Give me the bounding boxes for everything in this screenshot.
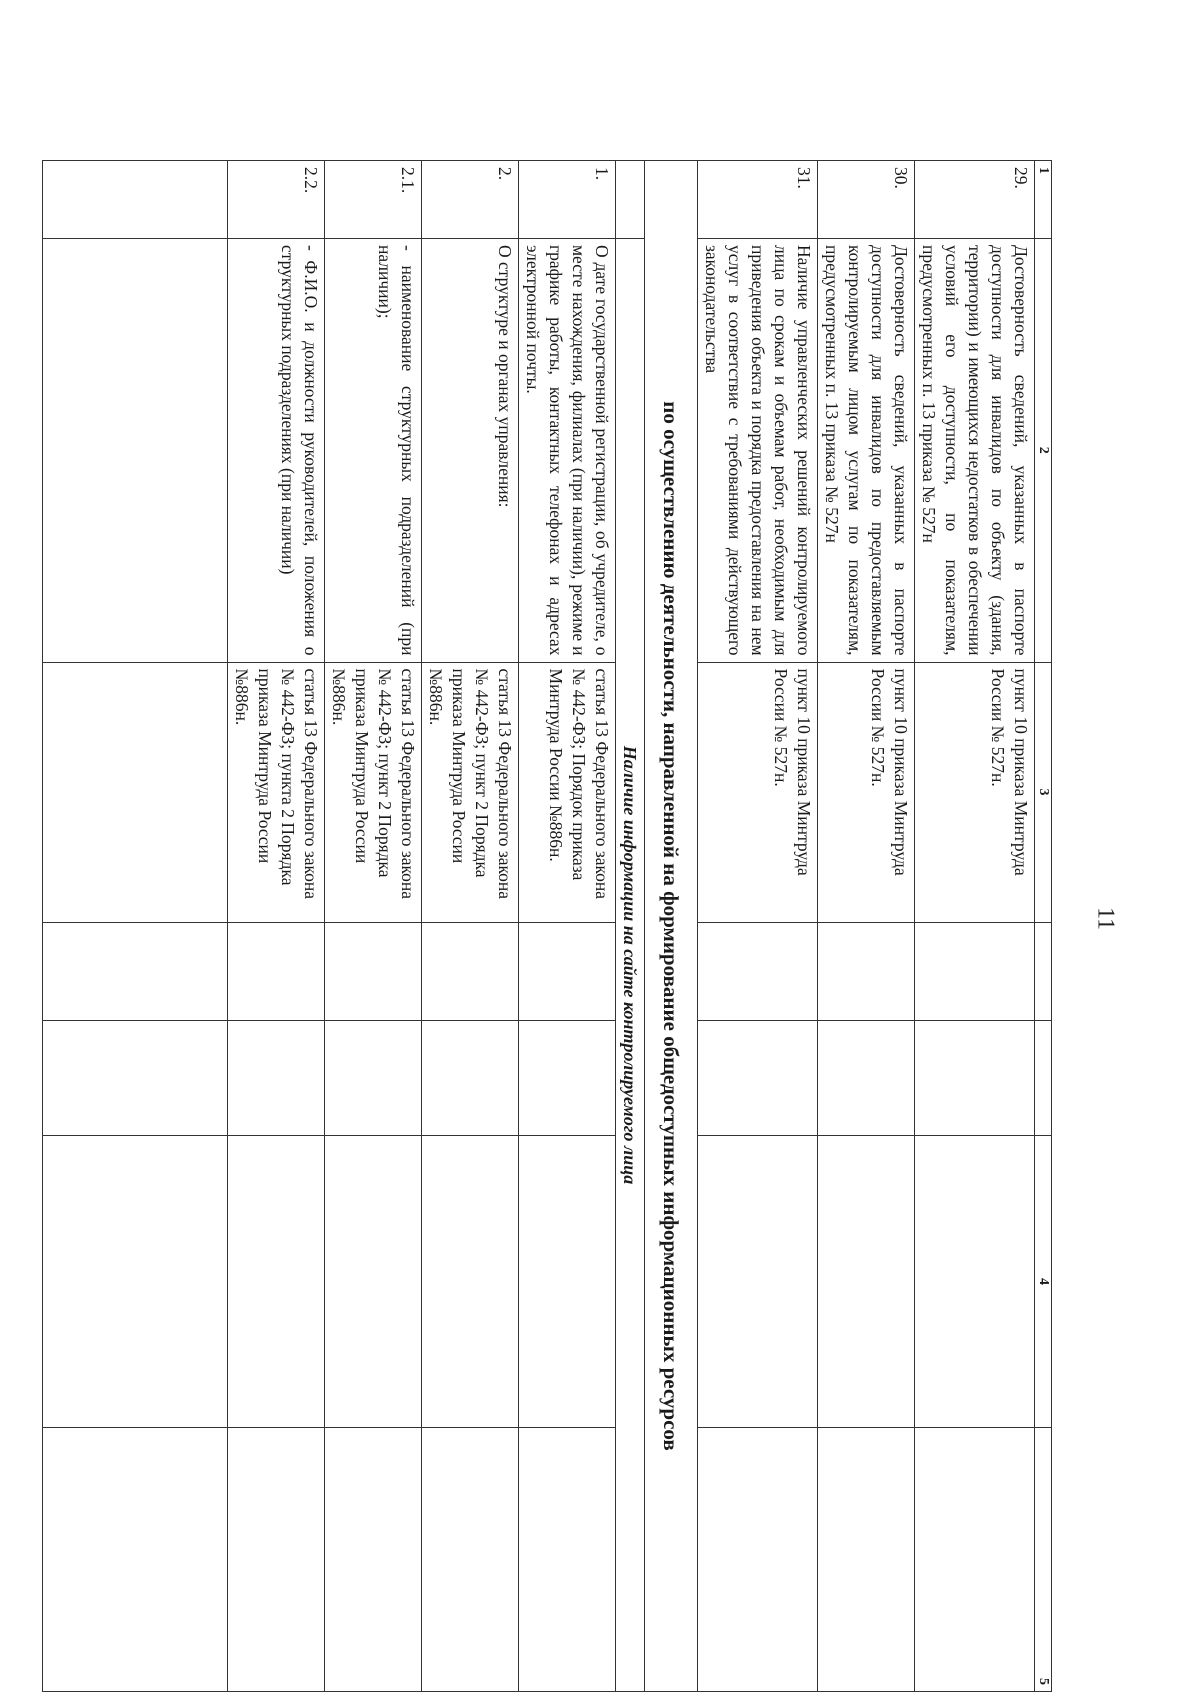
row-description: Достоверность сведений, указанных в паспорте доступности для инвалидов по объекту (здания, территории) и имеющихся недостатков в обеспечении условий его доступности, по показателям, предусмотренных п. 13 приказа № 527н [915, 238, 1035, 662]
row-legal-basis: статья 13 Федерального закона № 442-ФЗ; Порядок приказа Минтруда России №886н. [519, 662, 616, 922]
empty-cell [818, 1427, 915, 1691]
row-number: 31. [698, 161, 818, 239]
empty-cell [43, 161, 228, 239]
empty-cell [818, 1135, 915, 1427]
header-col-4a [1035, 922, 1052, 1020]
row-legal-basis: пункт 10 приказа Минтруда России № 527н. [818, 662, 915, 922]
header-col-1: 1 [1035, 161, 1052, 239]
empty-cell [325, 1020, 422, 1135]
row-number: 29. [915, 161, 1035, 239]
empty-cell [698, 1020, 818, 1135]
empty-cell [43, 1135, 228, 1427]
table-row [519, 161, 616, 1692]
empty-cell [519, 1427, 616, 1691]
row-description: Наличие управленческих решений контролируемого лица по срокам и объемам работ, необходимым для приведения объекта и порядка предоставления на нем услуг в соответствие с требованиями действующего законодательства [698, 238, 818, 662]
empty-cell [698, 1427, 818, 1691]
empty-cell [519, 1020, 616, 1135]
table-row [915, 161, 1035, 1692]
table-row [698, 161, 818, 1692]
header-col-4: 4 [1035, 1135, 1052, 1427]
row-description: Достоверность сведений, указанных в паспорте доступности для инвалидов по предоставляемым контролируемым лицом услугам по показателям, предусмотренных п. 13 приказа № 527н [818, 238, 915, 662]
header-col-3: 3 [1035, 662, 1052, 922]
row-number: 2.1. [325, 161, 422, 239]
empty-cell [325, 1427, 422, 1691]
empty-cell [228, 1427, 325, 1691]
table-row [422, 161, 519, 1692]
empty-cell [915, 1427, 1035, 1691]
row-description: - Ф.И.О. и должности руководителей, положения о структурных подразделениях (при наличии) [228, 238, 325, 662]
empty-cell [915, 1020, 1035, 1135]
empty-cell [228, 1135, 325, 1427]
row-description: - наименование структурных подразделений (при наличии); [325, 238, 422, 662]
row-legal-basis: пункт 10 приказа Минтруда России № 527н. [915, 662, 1035, 922]
header-col-4b [1035, 1020, 1052, 1135]
page-number: 11 [1092, 906, 1119, 931]
empty-cell [616, 161, 645, 239]
empty-cell [43, 1020, 228, 1135]
row-number: 1. [519, 161, 616, 239]
empty-cell [698, 922, 818, 1020]
header-col-5: 5 [1035, 1427, 1052, 1691]
table-row-empty [43, 161, 228, 1692]
empty-cell [43, 662, 228, 922]
empty-cell [325, 1135, 422, 1427]
row-legal-basis: статья 13 Федерального закона № 442-ФЗ; пункта 2 Порядка приказа Минтруда России №886н. [228, 662, 325, 922]
section-title-row [645, 161, 698, 1692]
empty-cell [519, 922, 616, 1020]
empty-cell [915, 1135, 1035, 1427]
row-legal-basis: статья 13 Федерального закона № 442-ФЗ; пункт 2 Порядка приказа Минтруда России №886н. [325, 662, 422, 922]
header-col-2: 2 [1035, 238, 1052, 662]
empty-cell [422, 1020, 519, 1135]
empty-cell [43, 1427, 228, 1691]
column-number-header [1035, 161, 1052, 1692]
row-description: О дате государственной регистрации, об учредителе, о месте нахождения, филиалах (при наличии), режиме и графике работы, контактных телефонах и адресах электронной почты. [519, 238, 616, 662]
empty-cell [43, 922, 228, 1020]
table-row [325, 161, 422, 1692]
empty-cell [519, 1135, 616, 1427]
empty-cell [422, 922, 519, 1020]
section-subtitle: Наличие информации на сайте контролируемого лица [616, 238, 645, 1691]
empty-cell [915, 922, 1035, 1020]
row-legal-basis: пункт 10 приказа Минтруда России № 527н. [698, 662, 818, 922]
empty-cell [698, 1135, 818, 1427]
table-row [818, 161, 915, 1692]
empty-cell [228, 1020, 325, 1135]
empty-cell [818, 922, 915, 1020]
row-number: 2.2. [228, 161, 325, 239]
row-number: 30. [818, 161, 915, 239]
rotated-page-content [92, 160, 1052, 1692]
empty-cell [422, 1427, 519, 1691]
row-number: 2. [422, 161, 519, 239]
empty-cell [43, 238, 228, 662]
empty-cell [422, 1135, 519, 1427]
empty-cell [818, 1020, 915, 1135]
section-title: по осуществлению деятельности, направленной на формирование общедоступных информационных ресурсов [645, 161, 698, 1692]
row-legal-basis: статья 13 Федерального закона № 442-ФЗ; пункт 2 Порядка приказа Минтруда России №886н. [422, 662, 519, 922]
row-description: О структуре и органах управления: [422, 238, 519, 662]
inspection-checklist-table [42, 160, 1052, 1692]
table-row [228, 161, 325, 1692]
subtitle-row [616, 161, 645, 1692]
empty-cell [228, 922, 325, 1020]
empty-cell [325, 922, 422, 1020]
